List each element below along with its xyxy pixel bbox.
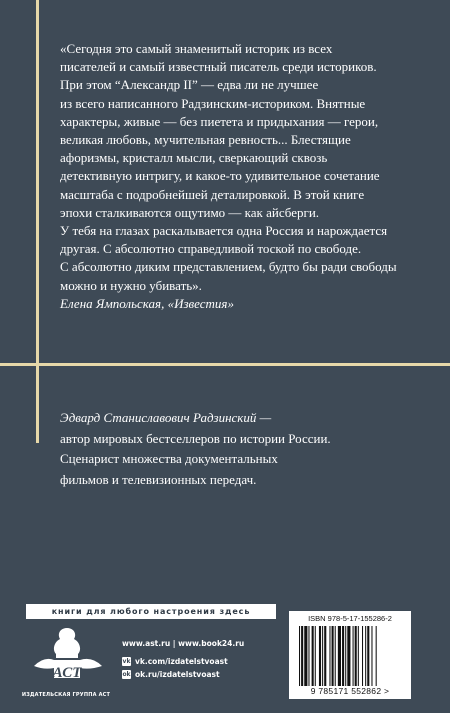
isbn-text: ISBN 978-5-17-155286-2	[308, 614, 392, 623]
quote-source: Елена Ямпольская, «Известия»	[60, 295, 234, 311]
quote-line: С абсолютно диким представлением, будто бы ради свободы	[60, 259, 397, 275]
quote-line: из всего написанного Радзинским-историком. Внятные	[60, 95, 366, 111]
quote-line: великая любовь, мучительная ревность... Блестящие	[60, 132, 351, 148]
bio-line: Сценарист множества документальных	[60, 451, 278, 466]
barcode-icon	[299, 626, 403, 686]
quote-line: «Сегодня это самый знаменитый историк из всех	[60, 41, 333, 56]
vk-link[interactable]	[122, 657, 228, 666]
author-bio	[60, 408, 440, 490]
logo-text: АСТ	[52, 665, 82, 681]
decorative-vertical-line	[36, 0, 39, 443]
quote-line: можно и нужно убивать».	[60, 277, 202, 293]
vk-icon: vk	[122, 658, 131, 665]
quote-line: При этом “Александр II” — едва ли не лучшее	[60, 77, 319, 93]
ok-link-text[interactable]: ok.ru/izdatelstvoast	[135, 670, 220, 679]
quote-line: писателей и самый известный писатель среди историков.	[60, 59, 377, 75]
barcode-digits: 9 785171 552862 >	[310, 686, 390, 696]
ast-logo-icon	[24, 626, 110, 700]
ok-link[interactable]	[122, 670, 220, 679]
quote-line: детективную интригу, и какое-то удивительное сочетание	[60, 168, 380, 184]
quote-line: характеры, живые — без пиетета и придыхания — герои,	[60, 113, 379, 129]
barcode-panel	[289, 611, 411, 699]
quote-line: эпохи сталкиваются ощутимо — как айсберги.	[60, 204, 320, 220]
quote-line: масштаба с подробнейшей деталировкой. В этой книге	[60, 186, 365, 202]
vk-link-text[interactable]: vk.com/izdatelstvoast	[135, 657, 228, 666]
ok-icon: ok	[122, 671, 131, 678]
publisher-tagline: книги для любого настроения здесь	[26, 604, 276, 619]
publisher-websites[interactable]: www.ast.ru | www.book24.ru	[122, 639, 245, 648]
review-quote	[60, 40, 440, 313]
quote-line: афоризмы, кристалл мысли, сверкающий сквозь	[60, 150, 328, 166]
bio-line: фильмов и телевизионных передач.	[60, 471, 257, 487]
author-name: Эдвард Станиславович Радзинский —	[60, 410, 272, 425]
quote-line: У тебя на глазах раскалывается одна Россия и нарождается	[60, 223, 388, 239]
decorative-horizontal-line	[0, 363, 450, 366]
bio-line: автор мировых бестселлеров по истории России.	[60, 430, 331, 446]
logo-caption: ИЗДАТЕЛЬСКАЯ ГРУППА АСТ	[21, 692, 111, 698]
quote-line: другая. С абсолютно справедливой тоской по свободе.	[60, 241, 362, 257]
